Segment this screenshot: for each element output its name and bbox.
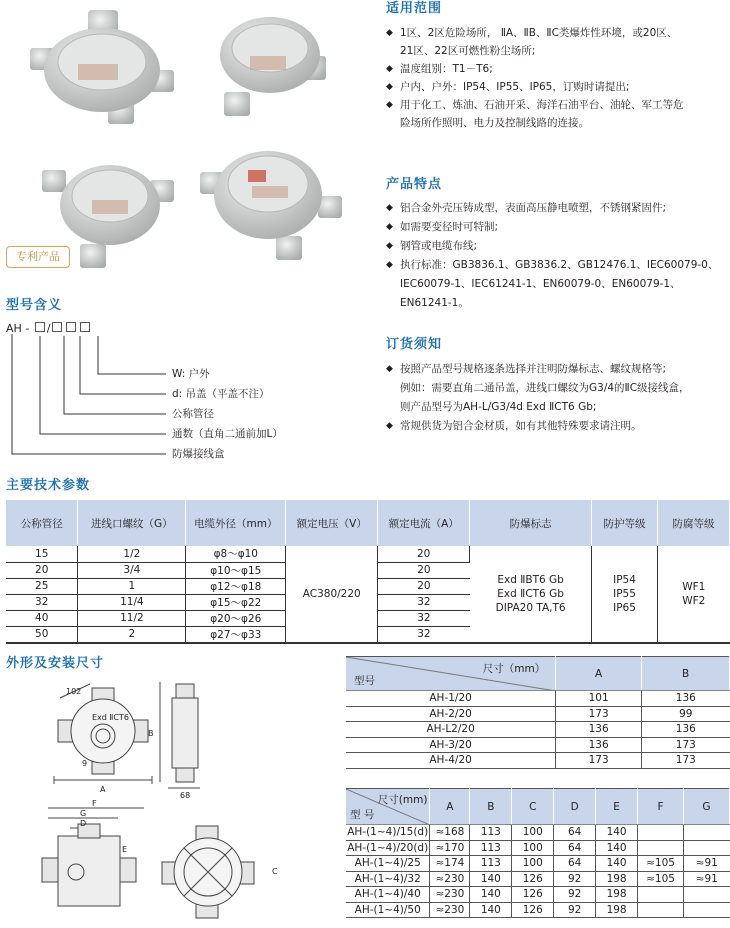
cell: 64 [554,825,596,841]
cell: ≈91 [683,856,729,872]
model-leader-lines [0,330,200,460]
cell: AH-4/20 [346,753,556,769]
dim-label: G [80,809,87,818]
protection-cell [592,546,658,642]
dim-label: A [100,785,106,794]
cell: 173 [556,706,642,722]
cell: 40 [6,610,78,626]
cell: 113 [470,856,512,872]
dim-label: 9 [82,759,88,768]
cell: 20 [378,562,470,578]
cell: 64 [554,840,596,856]
cell: AH-(1~4)/40 [346,887,430,903]
cell: 100 [512,825,554,841]
voltage-cell: AC380/220 [286,546,378,642]
cell: 126 [512,902,554,918]
dimensions-title: 外形及安装尺寸 [6,656,105,671]
model-label: 防爆接线盒 [172,448,225,460]
col-header: F [638,789,684,825]
features-list [386,199,730,313]
cell: 32 [6,594,78,610]
table-header-row [346,789,730,825]
table-row [346,722,730,738]
model-label: W: 户外 [172,368,210,380]
col-header: 额定电流（A） [378,500,470,546]
cell: 198 [596,887,638,903]
corner-label-model: 型 号 [350,809,375,821]
col-header: B [642,657,730,691]
protection-level: IP65 [613,601,636,614]
cell: 173 [642,753,730,769]
scope-section [386,0,730,132]
model-code: AH - / [6,322,92,335]
cell: 32 [378,594,470,610]
list-item: 险场所作照明、电力及控制线路的连接。 [400,117,589,129]
model-label: 通数（直角二通前加L） [172,428,283,440]
cell: 32 [378,610,470,626]
cell: ≈170 [430,840,470,856]
cell: 140 [596,840,638,856]
list-item: 21区、22区可燃性粉尘场所; [400,45,536,57]
dim-label: 68 [180,791,191,800]
cell: ≈230 [430,902,470,918]
anticorrosion-level: WF1 [682,580,706,593]
dim-label: E [122,845,128,854]
ordering-list [386,360,730,436]
side-view-drawing [160,682,200,788]
cell: 101 [556,691,642,707]
cell: 100 [512,840,554,856]
photo-2way-box [220,17,326,116]
cell: AH-(1~4)/32 [346,871,430,887]
col-header: E [596,789,638,825]
cell [683,902,729,918]
cell: 173 [642,737,730,753]
protection-level: IP54 [613,573,636,586]
cell: 92 [554,871,596,887]
cell: 25 [6,578,78,594]
table-header-row [346,657,730,691]
list-item: ◆ 如需要变径时可特制; [386,218,730,237]
table-row [346,871,730,887]
list-item: ◆ 用于化工、炼油、石油开采、海洋石油平台、油轮、军工等危 [386,96,730,114]
cell: 140 [470,902,512,918]
cell: φ20～φ26 [186,610,286,626]
features-section [386,176,730,313]
cell: AH-1/20 [346,691,556,707]
dim-label: B [148,729,154,738]
cell: 173 [556,753,642,769]
dim-label: Exd ⅡCT6 [92,713,129,722]
cell: 136 [556,737,642,753]
list-item: ◆ 铝合金外壳压铸成型，表面高压静电喷塑，不锈钢紧固件; [386,199,730,218]
col-header: 防护等级 [592,500,658,546]
cell [683,825,729,841]
features-title: 产品特点 [386,177,443,192]
corner-label-size: 尺寸(mm) [377,794,428,806]
corner-label-size: 尺寸（mm） [482,663,546,675]
cell: 11/4 [78,594,186,610]
dim-label: C [272,867,278,876]
cell: 140 [470,887,512,903]
dimension-table-1-wrap [346,656,730,769]
cell: 3/4 [78,562,186,578]
list-item: ◆ 户内、户外：IP54、IP55、IP65，订购时请提出; [386,78,730,96]
list-item: ◆ 钢管或电缆布线; [386,237,730,256]
col-header: 电缆外径（mm） [186,500,286,546]
cell: AH-2/20 [346,706,556,722]
cell: 1/2 [78,546,186,562]
cell: AH-(1~4)/50 [346,902,430,918]
cell: 20 [6,562,78,578]
col-header: G [683,789,729,825]
cell: 113 [470,840,512,856]
col-header: 额定电压（V） [286,500,378,546]
list-item: ◆ 1区、2区危险场所， ⅡA、ⅡB、ⅡC类爆炸性环境，或20区、 [386,24,730,42]
list-item: 则产品型号为AH-L/G3/4d Exd ⅡCT6 Gb; [400,401,597,413]
col-header: 防爆标志 [470,500,592,546]
tech-params-table-wrap [6,500,730,644]
cell: φ15～φ22 [186,594,286,610]
cell: 198 [596,902,638,918]
table-row [346,856,730,872]
col-header: A [430,789,470,825]
table-row [346,737,730,753]
cell: AH-(1~4)/15(d) [347,826,429,839]
tech-params-table [6,500,730,643]
cell: 198 [596,871,638,887]
scope-title: 适用范围 [386,1,443,16]
cell: 126 [512,871,554,887]
dim-label: D [80,819,87,828]
cell: 140 [470,871,512,887]
cell: AH-(1~4)/25 [346,856,430,872]
dim-label: F [92,799,97,808]
list-item: ◆ 按照产品型号规格逐条选择并注明防爆标志、螺纹规格等; [386,360,730,379]
product-photos [0,0,370,280]
cell: ≈174 [430,856,470,872]
anticorrosion-level: WF2 [682,594,706,607]
col-header: D [554,789,596,825]
model-label-list [172,364,283,464]
cell: φ12～φ18 [186,578,286,594]
cell: 140 [596,856,638,872]
tech-params-title: 主要技术参数 [6,478,91,493]
cell: φ27～φ33 [186,626,286,642]
cell [638,887,684,903]
dimension-table-2-wrap [346,788,730,918]
table-row [346,706,730,722]
table-row [346,840,730,856]
cell: 15 [6,546,78,562]
cell [638,840,684,856]
cell: ≈91 [683,871,729,887]
cell: ≈230 [430,887,470,903]
dimension-drawings [0,676,335,928]
cell: 126 [512,887,554,903]
cell: ≈105 [638,871,684,887]
cell: 136 [556,722,642,738]
cell: AH-(1~4)/20(d) [347,841,429,854]
cell: 1 [78,578,186,594]
col-header: B [470,789,512,825]
photo-4way-box [30,10,174,124]
cell: φ8～φ10 [186,546,286,562]
list-item: IEC60079-1、IEC61241-1、EN60079-0、EN60079-1、EN61241-1。 [400,278,681,309]
cell [683,840,729,856]
table-row [346,753,730,769]
table-row [6,546,730,562]
anticorrosion-cell [658,546,730,642]
photo-ex-box [200,151,342,260]
list-item: ◆ 温度组别：T1－T6; [386,60,730,78]
list-item: ◆ 执行标准：GB3836.1、GB3836.2、GB12476.1、IEC60079-0、 [386,256,730,275]
cell: ≈168 [430,825,470,841]
col-header: C [512,789,554,825]
ex-mark: DIPA20 TA,T6 [495,601,566,614]
cell [638,825,684,841]
cell: 50 [6,626,78,642]
cell: 92 [554,902,596,918]
table-row [346,691,730,707]
corner-label-model: 型号 [354,675,375,687]
col-header: 进线口螺纹（G） [78,500,186,546]
cell: 2 [78,626,186,642]
cell: ≈105 [638,856,684,872]
cell: 113 [470,825,512,841]
cell [683,887,729,903]
cell: 20 [378,546,470,562]
model-meaning-title: 型号含义 [6,298,63,313]
patent-badge: 专利产品 [6,246,70,268]
ex-mark-cell [470,546,592,642]
list-item: ◆ 常规供货为铝合金材质，如有其他特殊要求请注明。 [386,417,730,436]
list-item: 例如：需要直角二通吊盖，进线口螺纹为G3/4的ⅡC级接线盒， [400,382,690,394]
scope-list [386,24,730,132]
col-header: 防腐等级 [658,500,730,546]
cell: 136 [642,691,730,707]
cell: 99 [642,706,730,722]
cell: 64 [554,856,596,872]
cell [638,902,684,918]
cell: 136 [642,722,730,738]
table-row [346,825,730,841]
ex-mark: Exd ⅡCT6 Gb [497,587,564,600]
dimension-table-1 [346,656,730,769]
model-label: 公称管径 [172,408,214,420]
cell: 11/2 [78,610,186,626]
cell: AH-3/20 [346,737,556,753]
protection-level: IP55 [613,587,636,600]
table-row [346,887,730,903]
table-row [346,902,730,918]
dim-label: 102 [66,687,82,696]
top-view-drawing [162,826,254,918]
col-header: 公称管径 [6,500,78,546]
ex-mark: Exd ⅡBT6 Gb [497,573,564,586]
section-view-drawing [42,808,144,906]
ordering-section [386,336,730,436]
cell: ≈230 [430,871,470,887]
col-header: A [556,657,642,691]
cell: 100 [512,856,554,872]
cell: φ10～φ15 [186,562,286,578]
cell: AH-L2/20 [346,722,556,738]
front-view-drawing [54,684,152,784]
dimension-table-2 [346,788,730,918]
cell: 92 [554,887,596,903]
cell: 20 [378,578,470,594]
ordering-title: 订货须知 [386,337,443,352]
cell: 140 [596,825,638,841]
model-label: d: 吊盖（平盖不注） [172,388,270,400]
cell: 32 [378,626,470,642]
